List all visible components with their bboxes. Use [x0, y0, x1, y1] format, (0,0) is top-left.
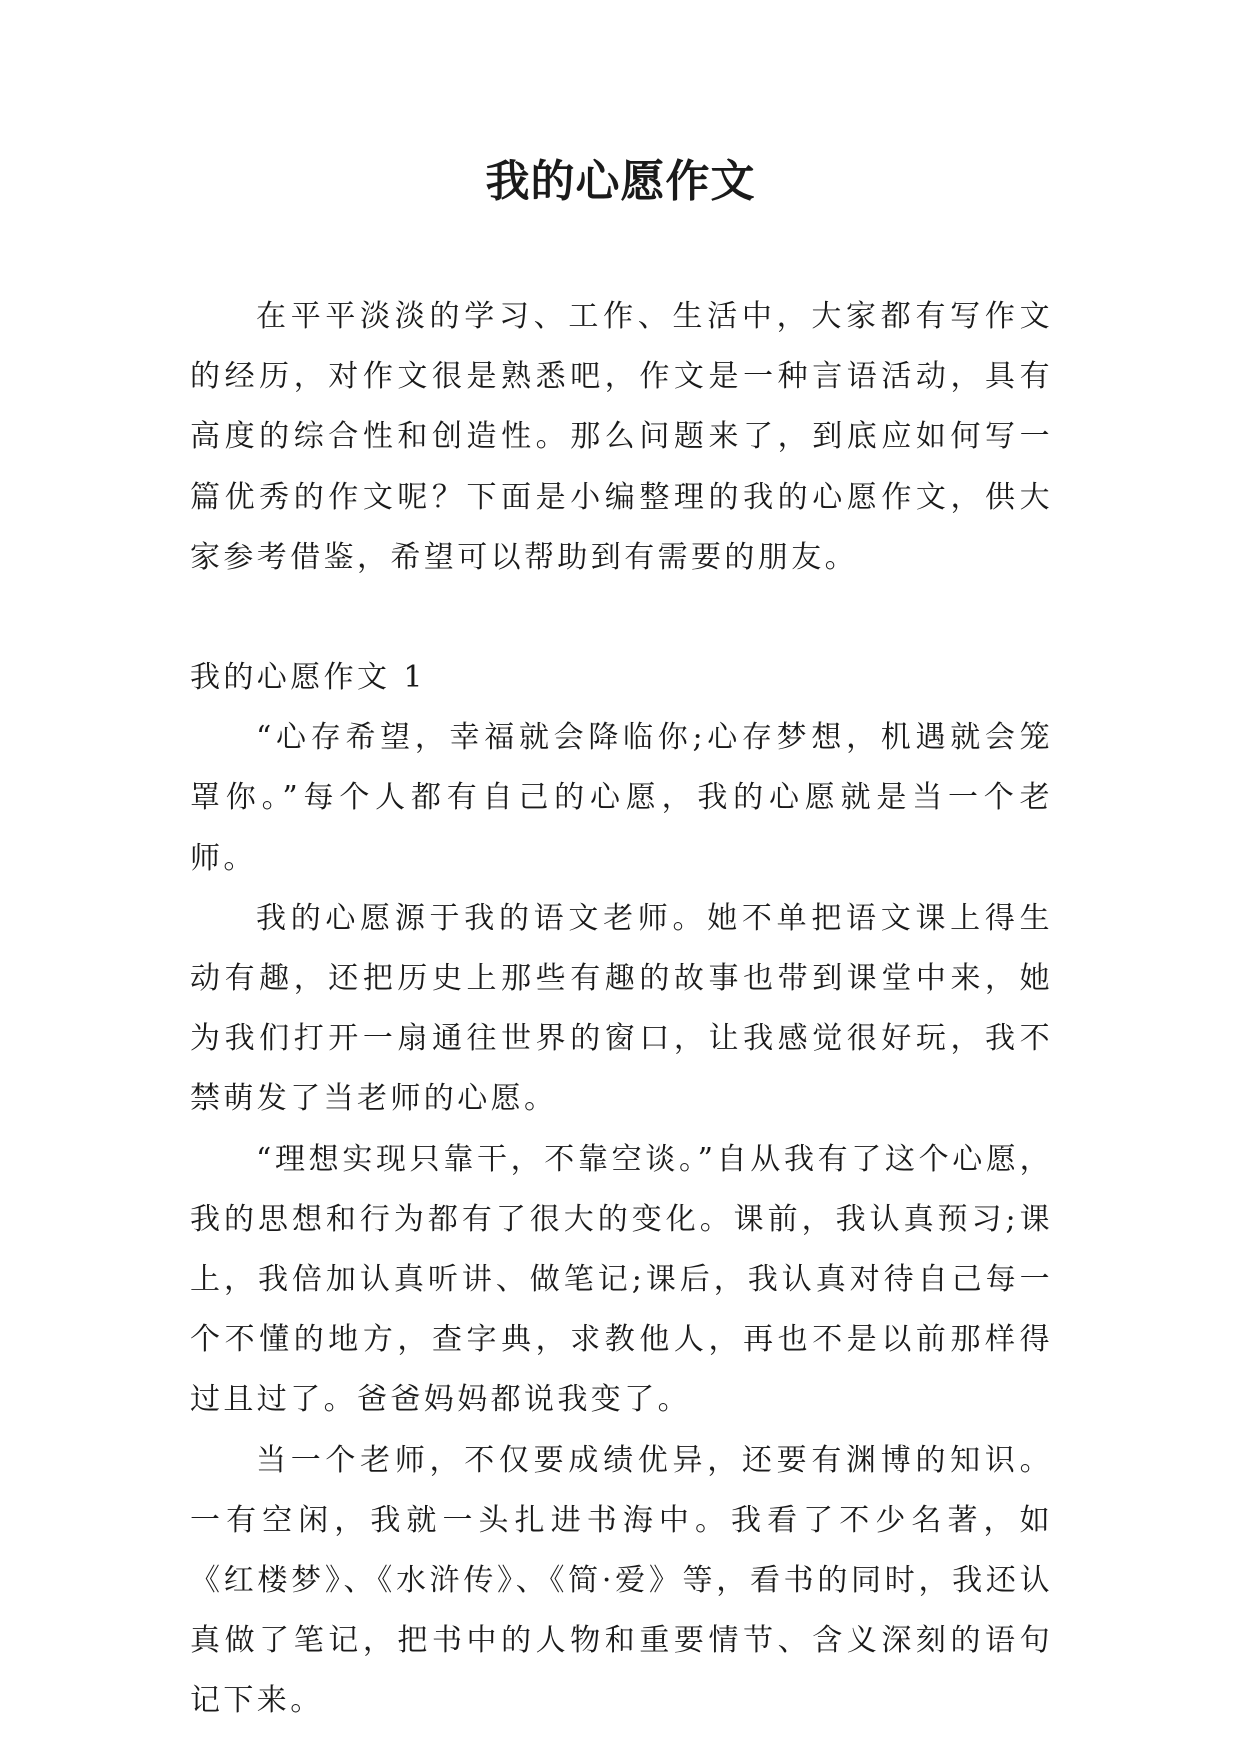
body-paragraph-2: 我的心愿源于我的语文老师。她不单把语文课上得生动有趣，还把历史上那些有趣的故事也带到课堂中来，她为我们打开一扇通往世界的窗口，让我感觉很好玩，我不禁萌发了当老师的心愿。 [190, 900, 1053, 1117]
body-paragraph-1: “心存希望，幸福就会降临你;心存梦想，机遇就会笼罩你。”每个人都有自己的心愿，我的心愿就是当一个老师。 [190, 720, 1053, 876]
intro-paragraph: 在平平淡淡的学习、工作、生活中，大家都有写作文的经历，对作文很是熟悉吧，作文是一种言语活动，具有高度的综合性和创造性。那么问题来了，到底应如何写一篇优秀的作文呢？下面是小编整理的我的心愿作文，供大家参考借鉴，希望可以帮助到有需要的朋友。 [190, 299, 1053, 575]
body-paragraph-4: 当一个老师，不仅要成绩优异，还要有渊博的知识。一有空闲，我就一头扎进书海中。我看了不少名著，如《红楼梦》、《水浒传》、《简·爱》等，看书的同时，我还认真做了笔记，把书中的人物和重要情节、含义深刻的语句记下来。 [190, 1442, 1053, 1719]
document-body [190, 287, 1053, 1732]
section-heading: 我的心愿作文 1 [190, 660, 426, 696]
body-paragraph-3: “理想实现只靠干，不靠空谈。”自从我有了这个心愿，我的思想和行为都有了很大的变化。课前，我认真预习;课上，我倍加认真听讲、做笔记;课后，我认真对待自己每一个不懂的地方，查字典，求教他人，再也不是以前那样得过且过了。爸爸妈妈都说我变了。 [190, 1141, 1053, 1418]
document-title: 我的心愿作文 [485, 156, 756, 207]
